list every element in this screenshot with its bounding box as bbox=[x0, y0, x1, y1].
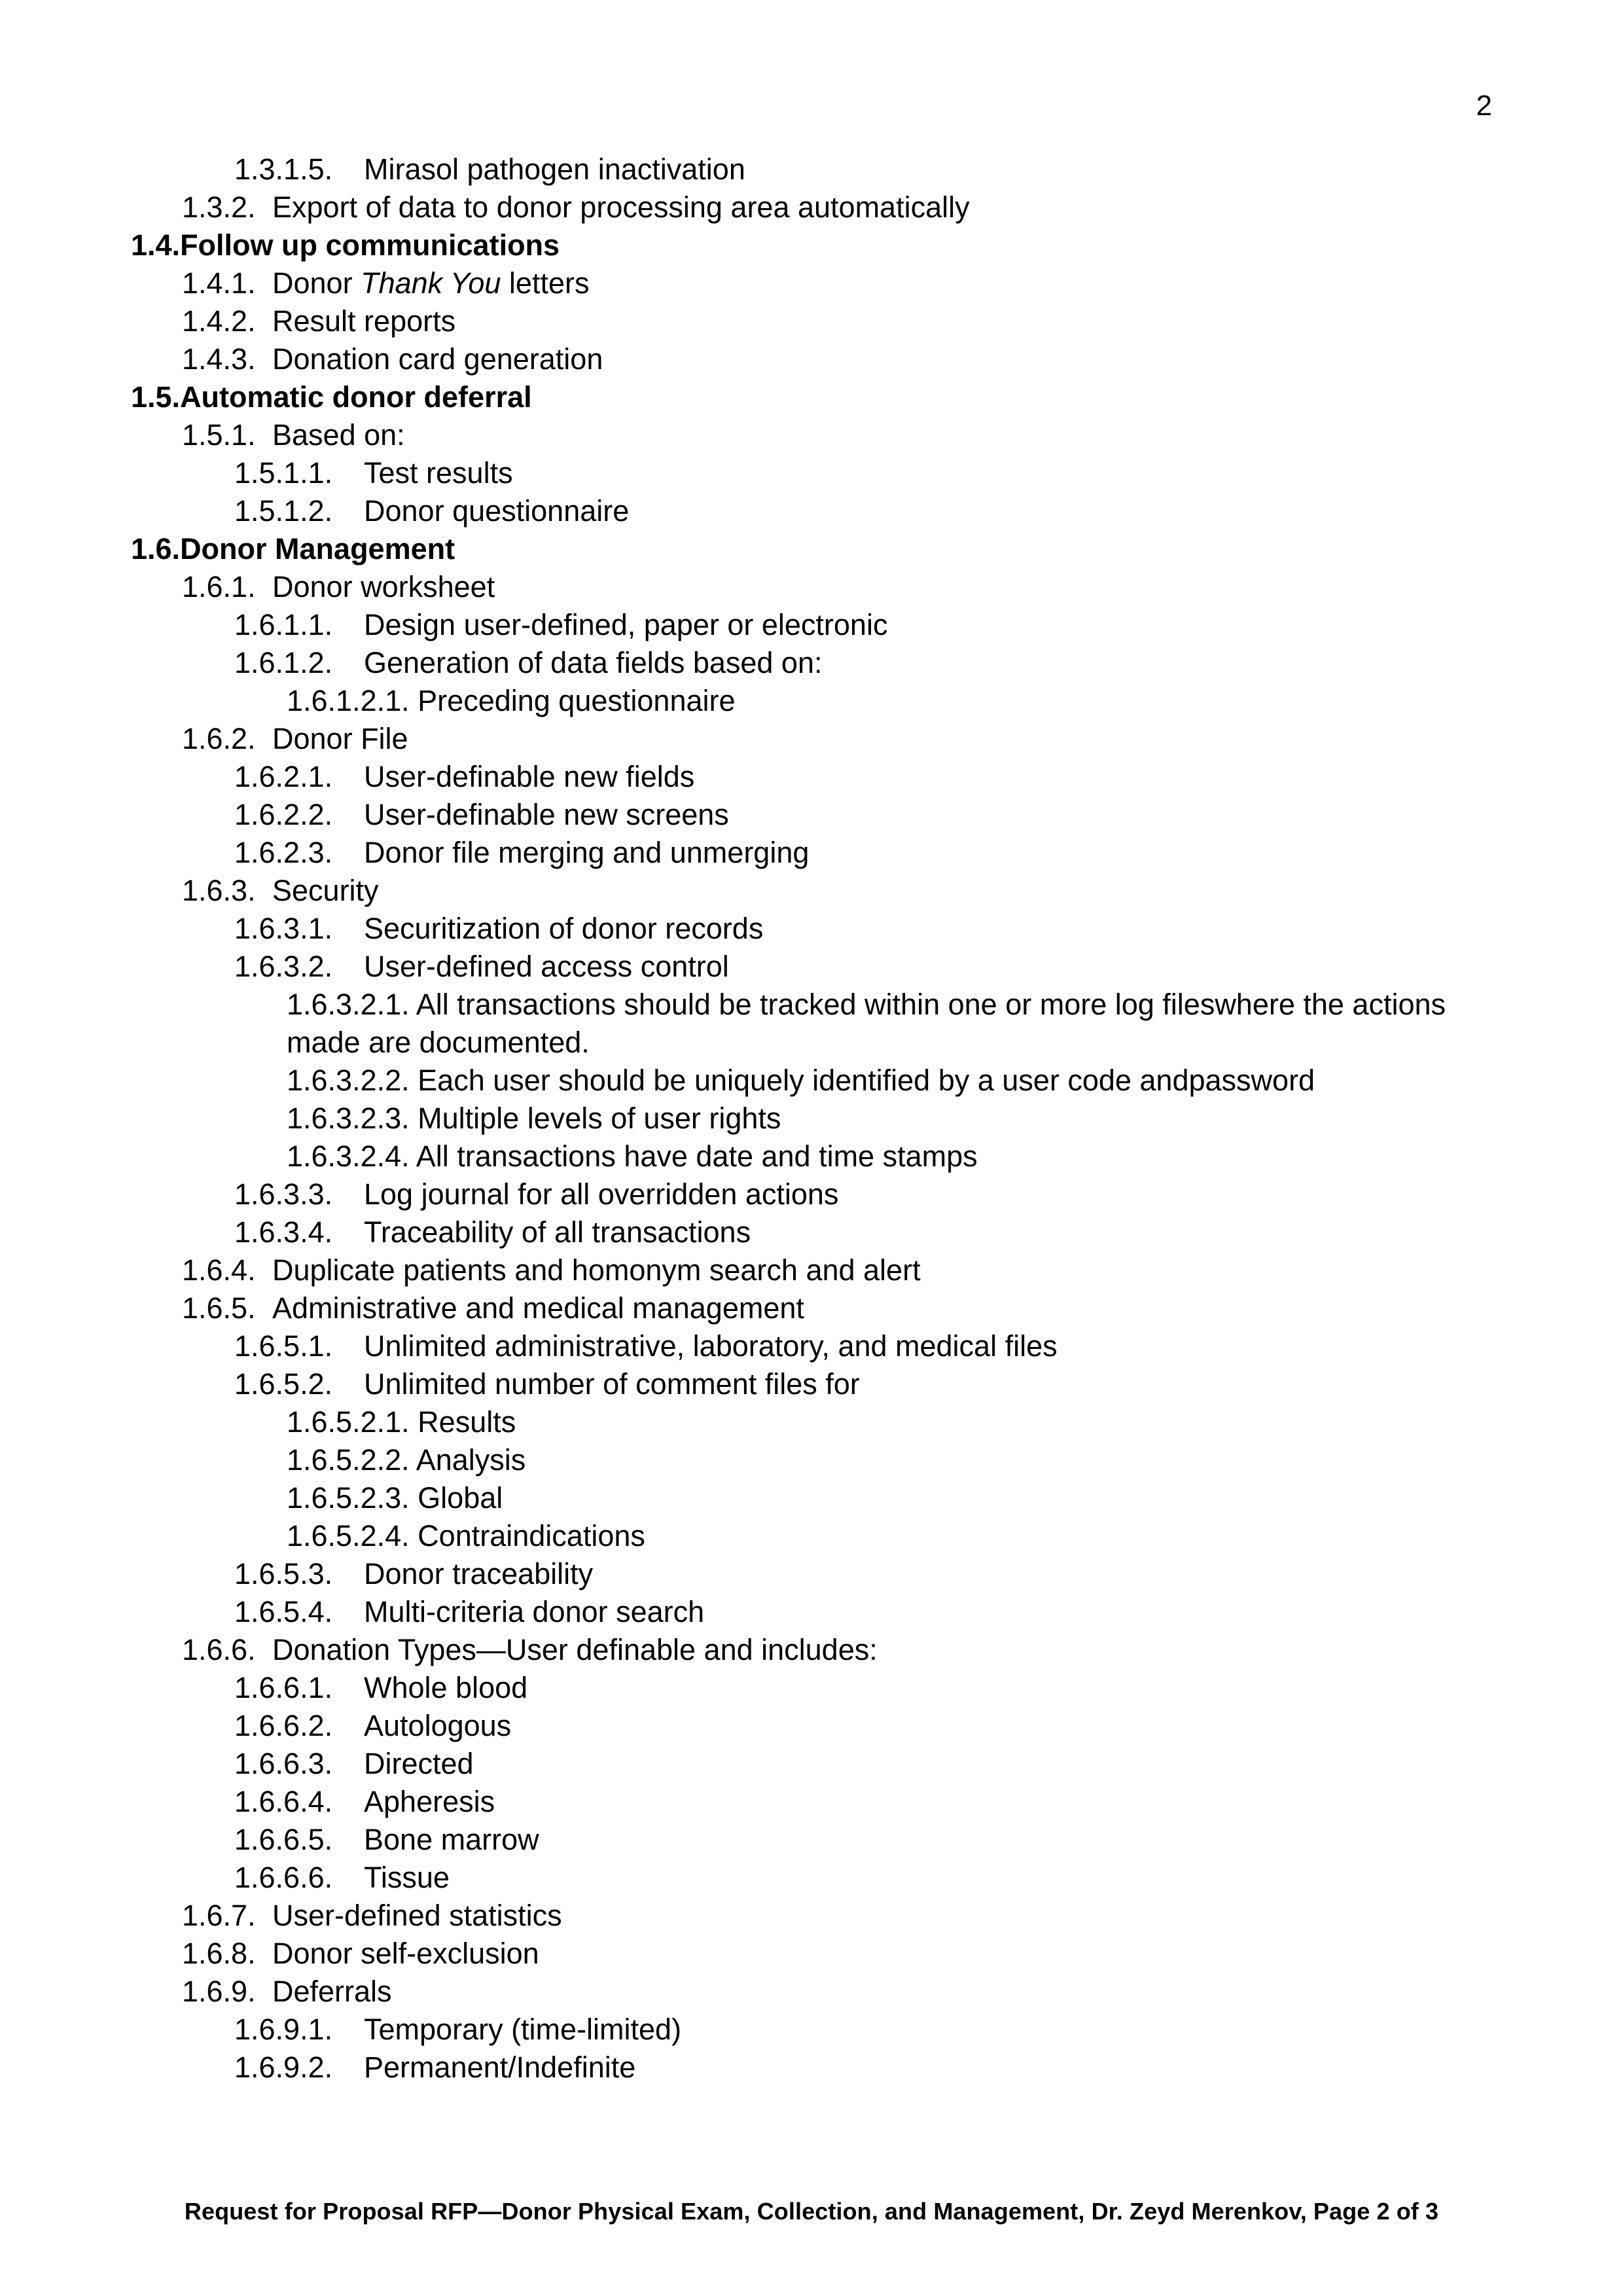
outline-list bbox=[131, 151, 1492, 2087]
outline-item bbox=[131, 1555, 1492, 1593]
outline-item-number: 1.6.1.2.1. bbox=[287, 684, 410, 717]
outline-item-text: Tissue bbox=[364, 1861, 450, 1894]
outline-item-number: 1.6. bbox=[131, 532, 181, 565]
outline-item bbox=[131, 1289, 1492, 1327]
outline-item-number: 1.6.6.6. bbox=[234, 1861, 333, 1894]
outline-item-text: Unlimited number of comment files for bbox=[364, 1367, 860, 1401]
outline-item-number: 1.5.1. bbox=[182, 418, 256, 452]
outline-item bbox=[131, 378, 1492, 416]
outline-item-number: 1.6.3. bbox=[182, 874, 256, 907]
outline-item-text: Donor worksheet bbox=[272, 570, 495, 603]
outline-item-text: Results bbox=[418, 1405, 516, 1439]
outline-item bbox=[131, 2049, 1492, 2087]
outline-item-text: User-defined access control bbox=[364, 950, 729, 983]
outline-item bbox=[131, 568, 1492, 606]
outline-item-text: Temporary (time-limited) bbox=[364, 2013, 682, 2046]
outline-item-text: Permanent/Indefinite bbox=[364, 2051, 636, 2084]
outline-item-continuation: where the actions made are documented. bbox=[287, 988, 1454, 1059]
outline-item-text: Follow up communications bbox=[180, 228, 560, 262]
outline-item bbox=[131, 644, 1492, 682]
outline-item-continuation: password bbox=[1188, 1064, 1315, 1097]
outline-item-text: Donor self-exclusion bbox=[272, 1937, 539, 1970]
outline-item-number: 1.6.3.2.1. bbox=[287, 988, 410, 1021]
outline-item-number: 1.6.2. bbox=[182, 722, 256, 755]
outline-item-text: Unlimited administrative, laboratory, and medical files bbox=[364, 1329, 1058, 1363]
outline-item bbox=[131, 454, 1492, 492]
outline-item-text: Donor Thank You letters bbox=[272, 266, 590, 300]
outline-item bbox=[131, 416, 1492, 454]
outline-item-text: Bone marrow bbox=[364, 1823, 539, 1856]
outline-item-text: Multiple levels of user rights bbox=[418, 1102, 781, 1135]
outline-item-text: Donor File bbox=[272, 722, 408, 755]
outline-item-text: Each user should be uniquely identified by a user code and bbox=[418, 1064, 1189, 1097]
outline-item-text: Apheresis bbox=[364, 1785, 495, 1818]
outline-item-number: 1.6.5.1. bbox=[234, 1329, 333, 1363]
outline-item-number: 1.6.3.4. bbox=[234, 1215, 333, 1249]
outline-item bbox=[131, 1479, 1492, 1517]
outline-item bbox=[131, 2011, 1492, 2049]
outline-item bbox=[131, 758, 1492, 796]
outline-item-number: 1.6.6.5. bbox=[234, 1823, 333, 1856]
outline-item bbox=[131, 1935, 1492, 1973]
outline-item bbox=[131, 151, 1492, 188]
outline-item bbox=[131, 606, 1492, 644]
outline-item-number: 1.6.3.2. bbox=[234, 950, 333, 983]
outline-item bbox=[131, 1100, 1492, 1138]
outline-item bbox=[131, 910, 1492, 948]
outline-item-number: 1.6.1.1. bbox=[234, 608, 333, 641]
outline-item-number: 1.6.5.3. bbox=[234, 1557, 333, 1590]
outline-item-number: 1.4.2. bbox=[182, 304, 256, 338]
outline-item-number: 1.6.5.2.1. bbox=[287, 1405, 410, 1439]
outline-item-text: User-definable new screens bbox=[364, 798, 729, 831]
outline-item-text: All transactions should be tracked within one or more log files bbox=[416, 988, 1215, 1021]
outline-item-number: 1.6.5.2.4. bbox=[287, 1519, 410, 1552]
outline-item bbox=[131, 1251, 1492, 1289]
outline-item bbox=[131, 796, 1492, 834]
outline-item-text: Global bbox=[418, 1481, 503, 1515]
outline-item bbox=[131, 530, 1492, 568]
outline-item-text: Test results bbox=[364, 456, 513, 490]
outline-item bbox=[131, 226, 1492, 264]
outline-item bbox=[131, 1327, 1492, 1365]
page-footer: Request for Proposal RFP—Donor Physical Exam, Collection, and Management, Dr. Zeyd Merenkov, Page 2 of 3 bbox=[184, 2198, 1439, 2225]
outline-item-number: 1.6.6. bbox=[182, 1633, 256, 1666]
outline-item bbox=[131, 986, 1492, 1062]
outline-item bbox=[131, 340, 1492, 378]
outline-item-number: 1.4.1. bbox=[182, 266, 256, 300]
outline-item-number: 1.6.8. bbox=[182, 1937, 256, 1970]
outline-item bbox=[131, 302, 1492, 340]
outline-item-text: Log journal for all overridden actions bbox=[364, 1177, 839, 1211]
outline-item-number: 1.6.3.2.4. bbox=[287, 1139, 410, 1173]
outline-item-number: 1.6.3.3. bbox=[234, 1177, 333, 1211]
outline-item bbox=[131, 1593, 1492, 1631]
outline-item-number: 1.6.5.2. bbox=[234, 1367, 333, 1401]
outline-item-number: 1.6.2.2. bbox=[234, 798, 333, 831]
outline-item-text: Based on: bbox=[272, 418, 405, 452]
outline-item bbox=[131, 948, 1492, 986]
outline-item-text: All transactions have date and time stamps bbox=[416, 1139, 978, 1173]
outline-item-text: Directed bbox=[364, 1747, 474, 1780]
outline-item-number: 1.6.1.2. bbox=[234, 646, 333, 679]
outline-item-number: 1.6.5.4. bbox=[234, 1595, 333, 1628]
outline-item-number: 1.6.5. bbox=[182, 1291, 256, 1325]
outline-item-text: Whole blood bbox=[364, 1671, 528, 1704]
outline-item bbox=[131, 1175, 1492, 1213]
outline-item-text: Autologous bbox=[364, 1709, 512, 1742]
outline-item-text: User-defined statistics bbox=[272, 1899, 562, 1932]
outline-item bbox=[131, 1859, 1492, 1897]
outline-item bbox=[131, 1631, 1492, 1669]
outline-item-text: Generation of data fields based on: bbox=[364, 646, 823, 679]
outline-item-number: 1.4. bbox=[131, 228, 181, 262]
outline-item-text: Design user-defined, paper or electronic bbox=[364, 608, 888, 641]
outline-item-text: Result reports bbox=[272, 304, 456, 338]
outline-item-text: Duplicate patients and homonym search and alert bbox=[272, 1253, 921, 1287]
outline-item-text: Security bbox=[272, 874, 379, 907]
outline-item-text: Traceability of all transactions bbox=[364, 1215, 751, 1249]
outline-item bbox=[131, 1745, 1492, 1783]
outline-item-text: Contraindications bbox=[418, 1519, 645, 1552]
outline-item bbox=[131, 264, 1492, 302]
outline-item-number: 1.6.1. bbox=[182, 570, 256, 603]
outline-item-number: 1.6.2.1. bbox=[234, 760, 333, 793]
outline-item-number: 1.6.9.1. bbox=[234, 2013, 333, 2046]
outline-item bbox=[131, 682, 1492, 720]
outline-item-text: Administrative and medical management bbox=[272, 1291, 804, 1325]
outline-item-text: Donation card generation bbox=[272, 342, 603, 376]
outline-item-number: 1.4.3. bbox=[182, 342, 256, 376]
outline-item-text: Donation Types—User definable and includes: bbox=[272, 1633, 878, 1666]
outline-item bbox=[131, 1365, 1492, 1403]
outline-item bbox=[131, 1517, 1492, 1555]
emphasis-text: Thank You bbox=[361, 266, 501, 300]
outline-item bbox=[131, 872, 1492, 910]
outline-item-text: Securitization of donor records bbox=[364, 912, 764, 945]
outline-item bbox=[131, 834, 1492, 872]
outline-item-text: User-definable new fields bbox=[364, 760, 695, 793]
outline-item-number: 1.3.1.5. bbox=[234, 152, 333, 186]
outline-item-text: Donor questionnaire bbox=[364, 494, 630, 528]
outline-item bbox=[131, 1821, 1492, 1859]
outline-item-number: 1.6.9. bbox=[182, 1975, 256, 2008]
outline-item-text: Automatic donor deferral bbox=[180, 380, 532, 414]
outline-item-number: 1.3.2. bbox=[182, 190, 256, 224]
outline-item-number: 1.6.7. bbox=[182, 1899, 256, 1932]
outline-item-text: Donor file merging and unmerging bbox=[364, 836, 810, 869]
outline-item bbox=[131, 1441, 1492, 1479]
outline-item-number: 1.6.2.3. bbox=[234, 836, 333, 869]
outline-item-number: 1.6.4. bbox=[182, 1253, 256, 1287]
outline-item-number: 1.6.9.2. bbox=[234, 2051, 333, 2084]
outline-item bbox=[131, 1973, 1492, 2011]
outline-item bbox=[131, 1403, 1492, 1441]
outline-item bbox=[131, 1062, 1492, 1100]
page-number: 2 bbox=[1476, 90, 1492, 122]
outline-item-number: 1.6.5.2.3. bbox=[287, 1481, 410, 1515]
outline-item-text: Deferrals bbox=[272, 1975, 392, 2008]
outline-item bbox=[131, 188, 1492, 226]
outline-item bbox=[131, 1707, 1492, 1745]
outline-item bbox=[131, 720, 1492, 758]
outline-item-text: Mirasol pathogen inactivation bbox=[364, 152, 745, 186]
outline-item-text: Preceding questionnaire bbox=[418, 684, 736, 717]
outline-item-number: 1.6.6.4. bbox=[234, 1785, 333, 1818]
outline-item bbox=[131, 492, 1492, 530]
outline-item bbox=[131, 1783, 1492, 1821]
outline-item-text: Export of data to donor processing area automatically bbox=[272, 190, 970, 224]
outline-item-number: 1.5.1.1. bbox=[234, 456, 333, 490]
outline-item-number: 1.6.3.2.2. bbox=[287, 1064, 410, 1097]
outline-item-text: Multi-criteria donor search bbox=[364, 1595, 705, 1628]
outline-item bbox=[131, 1213, 1492, 1251]
outline-item-text: Donor Management bbox=[180, 532, 455, 565]
outline-item-number: 1.5.1.2. bbox=[234, 494, 333, 528]
outline-item bbox=[131, 1897, 1492, 1935]
outline-item bbox=[131, 1138, 1492, 1175]
outline-item-number: 1.6.6.1. bbox=[234, 1671, 333, 1704]
outline-item-number: 1.6.5.2.2. bbox=[287, 1443, 410, 1477]
outline-item-text: Donor traceability bbox=[364, 1557, 594, 1590]
outline-item-number: 1.6.6.2. bbox=[234, 1709, 333, 1742]
outline-item-number: 1.6.3.1. bbox=[234, 912, 333, 945]
outline-item-number: 1.6.6.3. bbox=[234, 1747, 333, 1780]
outline-item-number: 1.5. bbox=[131, 380, 181, 414]
outline-item bbox=[131, 1669, 1492, 1707]
outline-item-text: Analysis bbox=[416, 1443, 526, 1477]
outline-item-number: 1.6.3.2.3. bbox=[287, 1102, 410, 1135]
